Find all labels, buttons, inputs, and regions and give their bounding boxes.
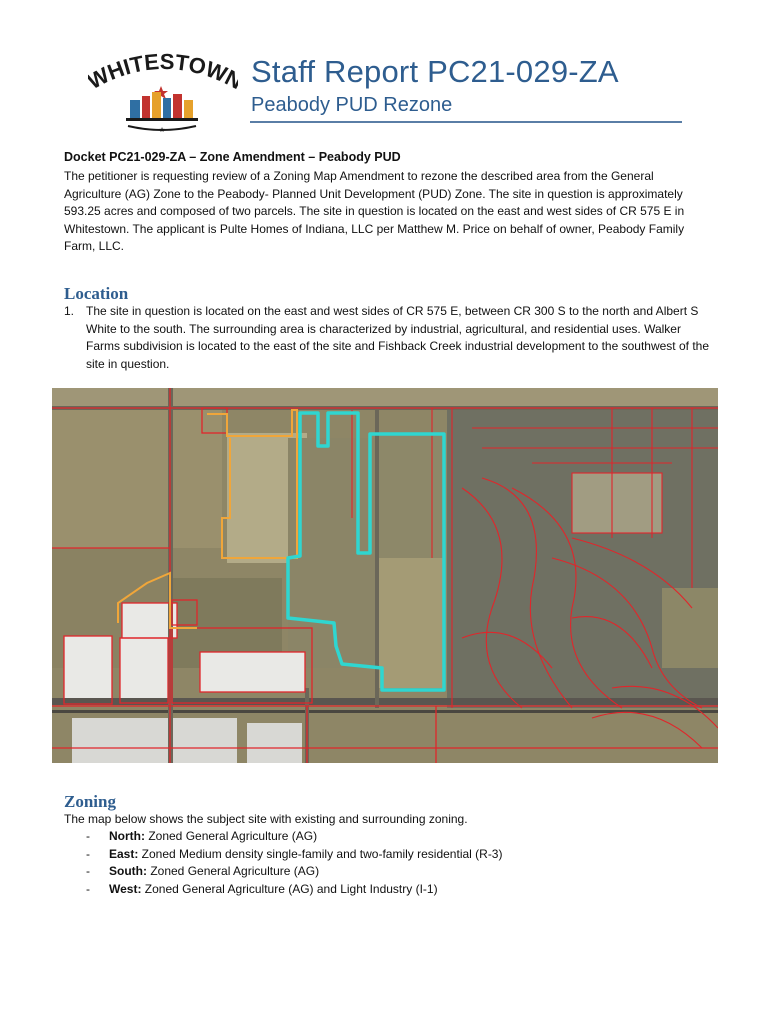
logo-wordmark: HITESTOW xyxy=(104,52,231,88)
industrial-building xyxy=(72,718,237,763)
location-item-text: The site in question is located on the east and west sides of CR 575 E, between CR 300 S to the north and Albert S White to the south. The surrounding area is characterized by industrial, agricultural, and residential uses. Walker Farms subdivision is located to the east of the site and Fishback Creek industrial development to the southwest of the site in question. xyxy=(86,304,709,371)
albert-s-white-road xyxy=(52,698,718,705)
whitestown-logo-graphic xyxy=(88,52,238,134)
zoning-item-east xyxy=(86,846,502,864)
docket-paragraph: The petitioner is requesting review of a Zoning Map Amendment to rezone the described area from the General Agriculture (AG) Zone to the Peabody- Planned Unit Development (PUD) Zone. The site in question is approximately 593.25 acres and composed of two parcels. The site in question is located on the east and west sides of CR 575 E in Whitestown. The applicant is Pulte Homes of Indiana, LLC per Matthew M. Price on behalf of owner, Peabody Family Farm, LLC. xyxy=(64,169,685,254)
location-list xyxy=(64,303,709,373)
aerial-map-graphic xyxy=(52,388,718,763)
zoning-description: Zoned General Agriculture (AG) and Light Industry (I-1) xyxy=(141,881,438,896)
list-dash: - xyxy=(86,864,90,879)
zoning-description: Zoned General Agriculture (AG) xyxy=(145,829,318,843)
subject-east-field xyxy=(378,558,445,688)
report-title: Staff Report PC21-029-ZA xyxy=(251,54,619,89)
zoning-direction-label: East: xyxy=(109,846,139,861)
location-heading: Location xyxy=(64,284,129,303)
zoning-intro: The map below shows the subject site with existing and surrounding zoning. xyxy=(64,812,468,826)
cr-575-e-road xyxy=(375,408,379,708)
industrial-building xyxy=(120,638,168,703)
zoning-item-north xyxy=(86,828,502,846)
industrial-building xyxy=(200,652,305,692)
aerial-site-map xyxy=(52,388,718,763)
industrial-building xyxy=(247,723,302,763)
list-dash: - xyxy=(86,846,90,861)
title-divider xyxy=(250,121,682,123)
svg-text:★: ★ xyxy=(158,127,166,134)
zoning-item-west xyxy=(86,881,502,899)
svg-text:WHITESTOWN xyxy=(88,52,238,94)
zoning-list xyxy=(86,828,502,898)
zoning-description: Zoned General Agriculture (AG) xyxy=(147,864,320,879)
docket-heading: Docket PC21-029-ZA – Zone Amendment – Peabody PUD xyxy=(64,150,401,164)
report-subtitle: Peabody PUD Rezone xyxy=(251,94,453,116)
industrial-building xyxy=(64,636,112,704)
list-dash: - xyxy=(86,829,90,843)
zoning-item-south xyxy=(86,863,502,881)
zoning-heading: Zoning xyxy=(64,792,116,811)
location-item xyxy=(64,303,709,373)
zoning-description: Zoned Medium density single-family and two-family residential (R-3) xyxy=(138,846,503,861)
location-item-number: 1. xyxy=(64,304,75,318)
zoning-direction-label: North: xyxy=(109,829,145,843)
whitestown-logo xyxy=(88,52,238,134)
list-dash: - xyxy=(86,881,90,896)
zoning-direction-label: South: xyxy=(109,864,147,879)
zoning-direction-label: West: xyxy=(109,881,142,896)
